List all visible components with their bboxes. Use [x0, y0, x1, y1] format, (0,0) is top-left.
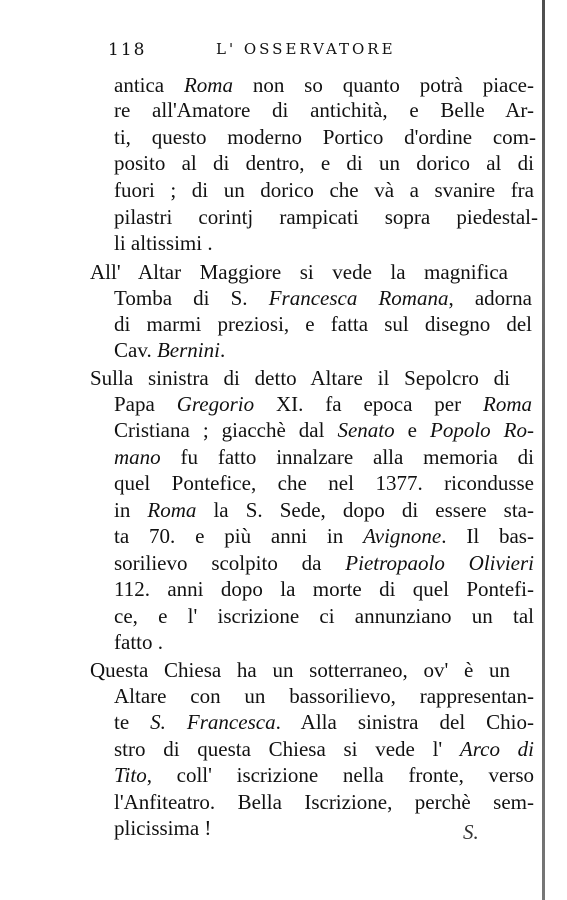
text-line [114, 288, 532, 309]
text-line [114, 100, 534, 121]
text-run: non so quanto potrà piace- [232, 73, 534, 97]
text-line [114, 180, 534, 201]
text-run: re all'Amatore di antichità, e Belle Ar- [114, 98, 534, 122]
text-line [114, 127, 536, 148]
text-line [114, 153, 534, 174]
text-line [114, 75, 534, 96]
italic-run: Pietropaolo Olivieri [345, 551, 534, 575]
italic-run: Bernini [156, 338, 220, 362]
catchword: S. [463, 820, 479, 844]
text-line [114, 765, 534, 786]
text-line [114, 553, 534, 574]
text-run: plicissima ! [114, 816, 212, 840]
text-line [114, 447, 534, 468]
text-line [114, 632, 163, 653]
text-line [114, 739, 534, 760]
running-title: L' OSSERVATORE [216, 40, 396, 58]
text-line [114, 686, 534, 707]
text-line [90, 368, 510, 389]
italic-run: Francesca Romana [268, 286, 449, 310]
text-run: , coll' iscrizione nella fronte, verso [146, 763, 534, 787]
text-run: . Alla sinistra del Chio- [275, 710, 535, 734]
italic-run: mano [114, 445, 161, 469]
text-run: Altare con un bassorilievo, rappresentan- [114, 684, 534, 708]
italic-run: Roma [183, 73, 233, 97]
italic-run: Senato [337, 418, 395, 442]
text-line [114, 606, 534, 627]
text-run: Papa [114, 392, 177, 416]
italic-run: Arco di [459, 737, 534, 761]
page-number: 118 [108, 40, 147, 60]
text-run: antica [114, 73, 184, 97]
text-run: di marmi preziosi, e fatta sul disegno del [114, 312, 532, 336]
text-run: . Il bas- [441, 524, 534, 548]
text-line [114, 526, 534, 547]
text-run: ce, e l' iscrizione ci annunziano un tal [114, 604, 534, 628]
text-run: la S. Sede, dopo di essere sta- [196, 498, 534, 522]
text-run: Tomba di S. [114, 286, 269, 310]
text-run: fuori ; di un dorico che và a svanire fra [114, 178, 534, 202]
text-run: 112. anni dopo la morte di quel Pontefi- [114, 577, 534, 601]
text-run: Cav. [114, 338, 157, 362]
italic-run: Avignone [363, 524, 442, 548]
text-line [114, 712, 534, 733]
text-run: Questa Chiesa ha un sotterraneo, ov' è un [90, 658, 510, 682]
italic-run: Gregorio [176, 392, 255, 416]
text-run: , adorna [448, 286, 532, 310]
text-run: li altissimi . [114, 231, 213, 255]
text-line [114, 579, 534, 600]
text-line [90, 660, 510, 681]
text-run: in [114, 498, 148, 522]
text-run: e [394, 418, 430, 442]
text-run: fatto . [114, 630, 163, 654]
text-line [114, 233, 213, 254]
text-line [114, 207, 538, 228]
italic-run: Roma [483, 392, 532, 416]
text-run: te [114, 710, 151, 734]
text-line [114, 314, 532, 335]
text-run: stro di questa Chiesa si vede l' [114, 737, 460, 761]
italic-run: Popolo Ro- [430, 418, 534, 442]
text-run: ti, questo moderno Portico d'ordine com- [114, 125, 536, 149]
text-run: fu fatto innalzare alla memoria di [160, 445, 534, 469]
page-edge-shadow [542, 0, 545, 900]
text-run: l'Anfiteatro. Bella Iscrizione, perchè sem- [114, 790, 534, 814]
text-run: . [219, 338, 226, 362]
text-run: All' Altar Maggiore si vede la magnifica [90, 260, 508, 284]
text-run: posito al di dentro, e di un dorico al di [114, 151, 534, 175]
text-line [90, 262, 508, 283]
italic-run: S. Francesca [150, 710, 276, 734]
text-line [114, 420, 534, 441]
text-run: sorilievo scolpito da [114, 551, 346, 575]
text-run: Sulla sinistra di detto Altare il Sepolcro di [90, 366, 510, 390]
text-run: quel Pontefice, che nel 1377. ricondusse [114, 471, 534, 495]
text-line [114, 340, 225, 361]
text-line [114, 394, 532, 415]
text-line [114, 500, 534, 521]
italic-run: Roma [147, 498, 197, 522]
italic-run: Tito [114, 763, 147, 787]
text-line [114, 792, 534, 813]
text-line [114, 818, 211, 839]
text-run: ta 70. e più anni in [114, 524, 364, 548]
text-run: pilastri corintj rampicati sopra piedestal- [114, 205, 538, 229]
text-run: XI. fa epoca per [254, 392, 483, 416]
text-run: Cristiana ; giacchè dal [114, 418, 338, 442]
text-line [114, 473, 534, 494]
